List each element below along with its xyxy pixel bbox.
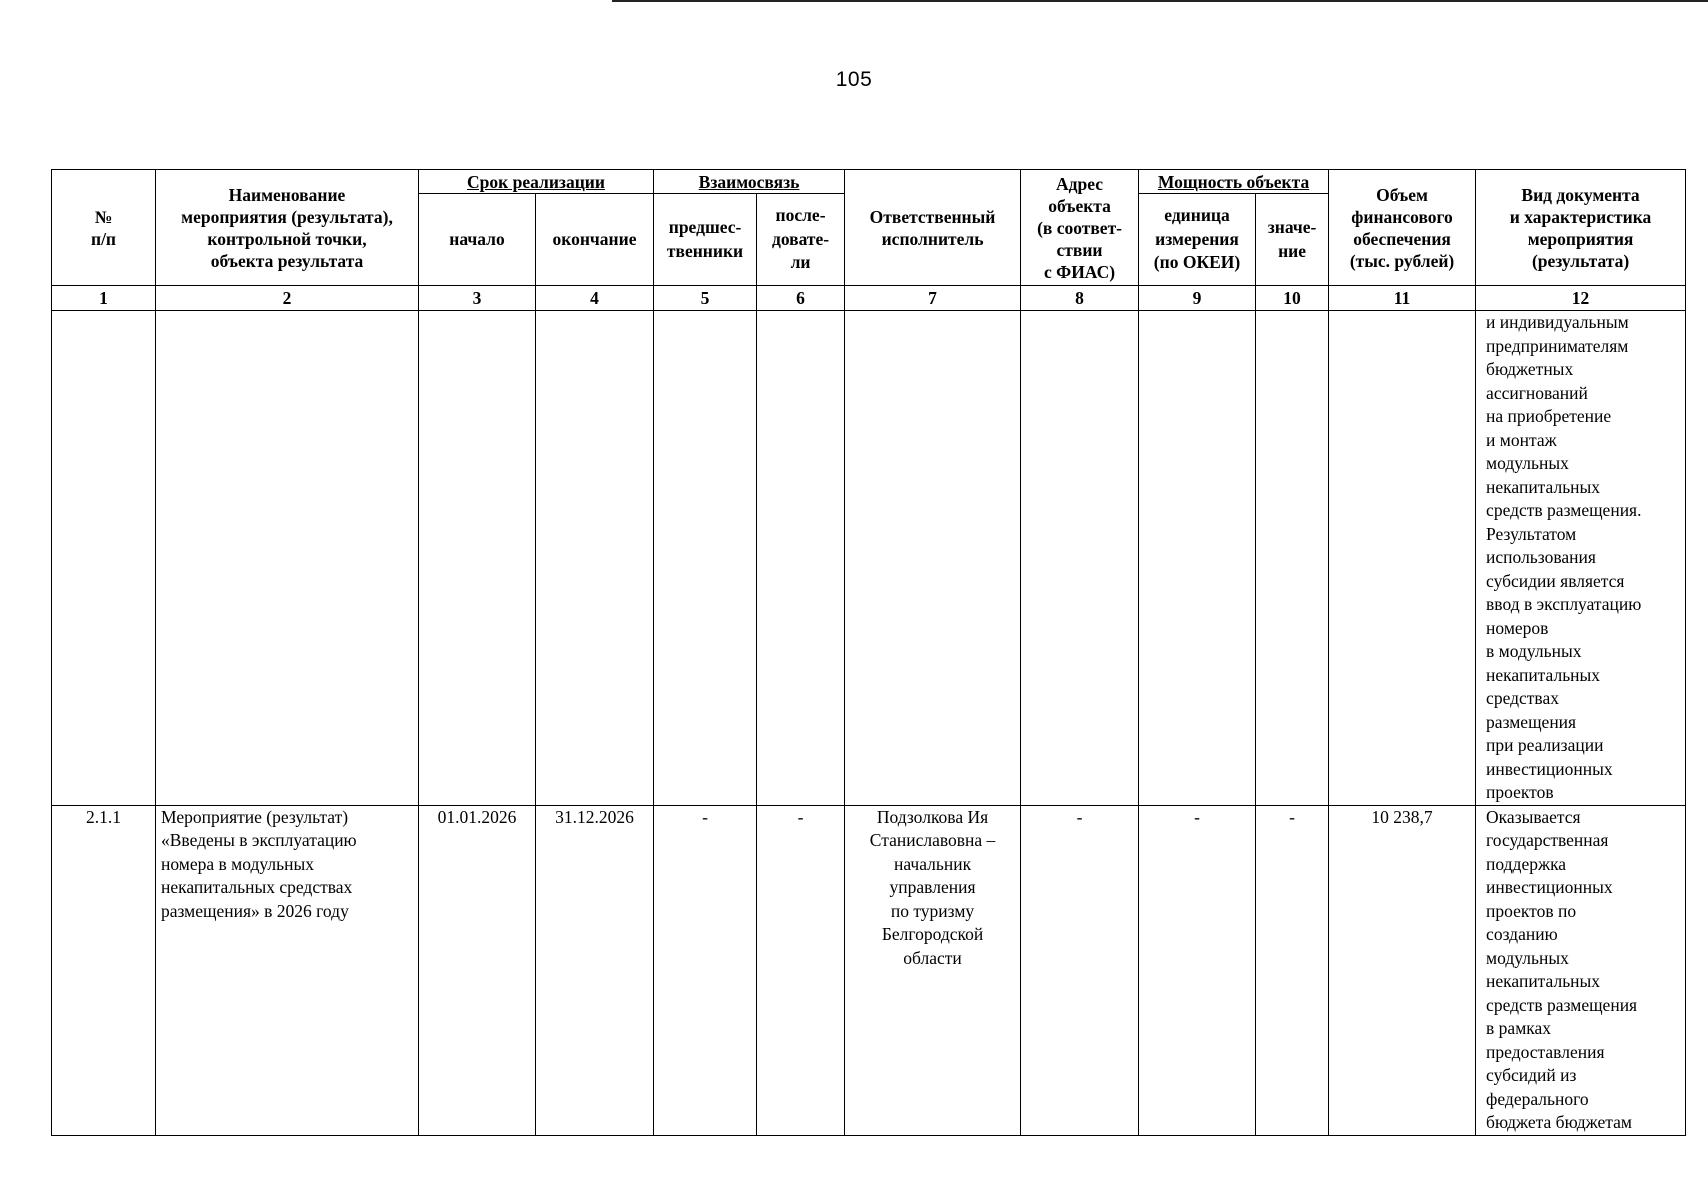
column-number: 11 [1329, 286, 1476, 311]
top-rule [612, 0, 1708, 2]
cell-empty [52, 311, 156, 806]
header-address: Адрес объекта (в соответ- ствии с ФИАС) [1021, 170, 1139, 286]
column-number: 7 [845, 286, 1021, 311]
table-row [52, 805, 1686, 1135]
cell-empty [1256, 311, 1329, 806]
column-number: 2 [156, 286, 419, 311]
column-numbers-row [52, 286, 1686, 311]
cell-start: 01.01.2026 [419, 805, 536, 1135]
header-funding: Объем финансового обеспечения (тыс. рублей) [1329, 170, 1476, 286]
cell-empty [654, 311, 757, 806]
cell-document-continuation: и индивидуальным предпринимателям бюджетных ассигнований на приобретение и монтаж модульных некапитальных средств размещения. Результатом использования субсидии является ввод в эксплуатацию номеров в модульных некапитальных средствах размещения при реализации инвестиционных проектов [1476, 311, 1686, 806]
header-row-top [52, 170, 1686, 194]
column-number: 5 [654, 286, 757, 311]
cell-responsible: Подзолкова Ия Станиславовна – начальник управления по туризму Белгородской области [845, 805, 1021, 1135]
cell-empty [1329, 311, 1476, 806]
cell-empty [419, 311, 536, 806]
header-value: значе- ние [1256, 194, 1329, 286]
header-power-group: Мощность объекта [1139, 170, 1329, 194]
continuation-row [52, 311, 1686, 806]
header-number: № п/п [52, 170, 156, 286]
header-start: начало [419, 194, 536, 286]
column-number: 3 [419, 286, 536, 311]
column-number: 8 [1021, 286, 1139, 311]
header-term-group: Срок реализации [419, 170, 654, 194]
column-number: 12 [1476, 286, 1686, 311]
header-name: Наименование мероприятия (результата), контрольной точки, объекта результата [156, 170, 419, 286]
events-table [51, 169, 1686, 1136]
cell-address: - [1021, 805, 1139, 1135]
header-unit: единица измерения (по ОКЕИ) [1139, 194, 1256, 286]
column-number: 6 [757, 286, 845, 311]
cell-number: 2.1.1 [52, 805, 156, 1135]
cell-predecessors: - [654, 805, 757, 1135]
header-successors: после- довате- ли [757, 194, 845, 286]
cell-empty [536, 311, 654, 806]
cell-value: - [1256, 805, 1329, 1135]
cell-empty [156, 311, 419, 806]
cell-unit: - [1139, 805, 1256, 1135]
header-link-group: Взаимосвязь [654, 170, 845, 194]
header-document: Вид документа и характеристика мероприятия (результата) [1476, 170, 1686, 286]
cell-end: 31.12.2026 [536, 805, 654, 1135]
cell-funding: 10 238,7 [1329, 805, 1476, 1135]
cell-successors: - [757, 805, 845, 1135]
header-responsible: Ответственный исполнитель [845, 170, 1021, 286]
cell-empty [757, 311, 845, 806]
header-end: окончание [536, 194, 654, 286]
column-number: 1 [52, 286, 156, 311]
page-number: 105 [835, 68, 873, 91]
cell-empty [845, 311, 1021, 806]
column-number: 4 [536, 286, 654, 311]
column-number: 10 [1256, 286, 1329, 311]
cell-document: Оказывается государственная поддержка инвестиционных проектов по созданию модульных некапитальных средств размещения в рамках предоставления субсидий из федерального бюджета бюджетам [1476, 805, 1686, 1135]
cell-name: Мероприятие (результат) «Введены в эксплуатацию номера в модульных некапитальных средствах размещения» в 2026 году [156, 805, 419, 1135]
header-predecessors: предшес- твенники [654, 194, 757, 286]
cell-empty [1021, 311, 1139, 806]
column-number: 9 [1139, 286, 1256, 311]
cell-empty [1139, 311, 1256, 806]
